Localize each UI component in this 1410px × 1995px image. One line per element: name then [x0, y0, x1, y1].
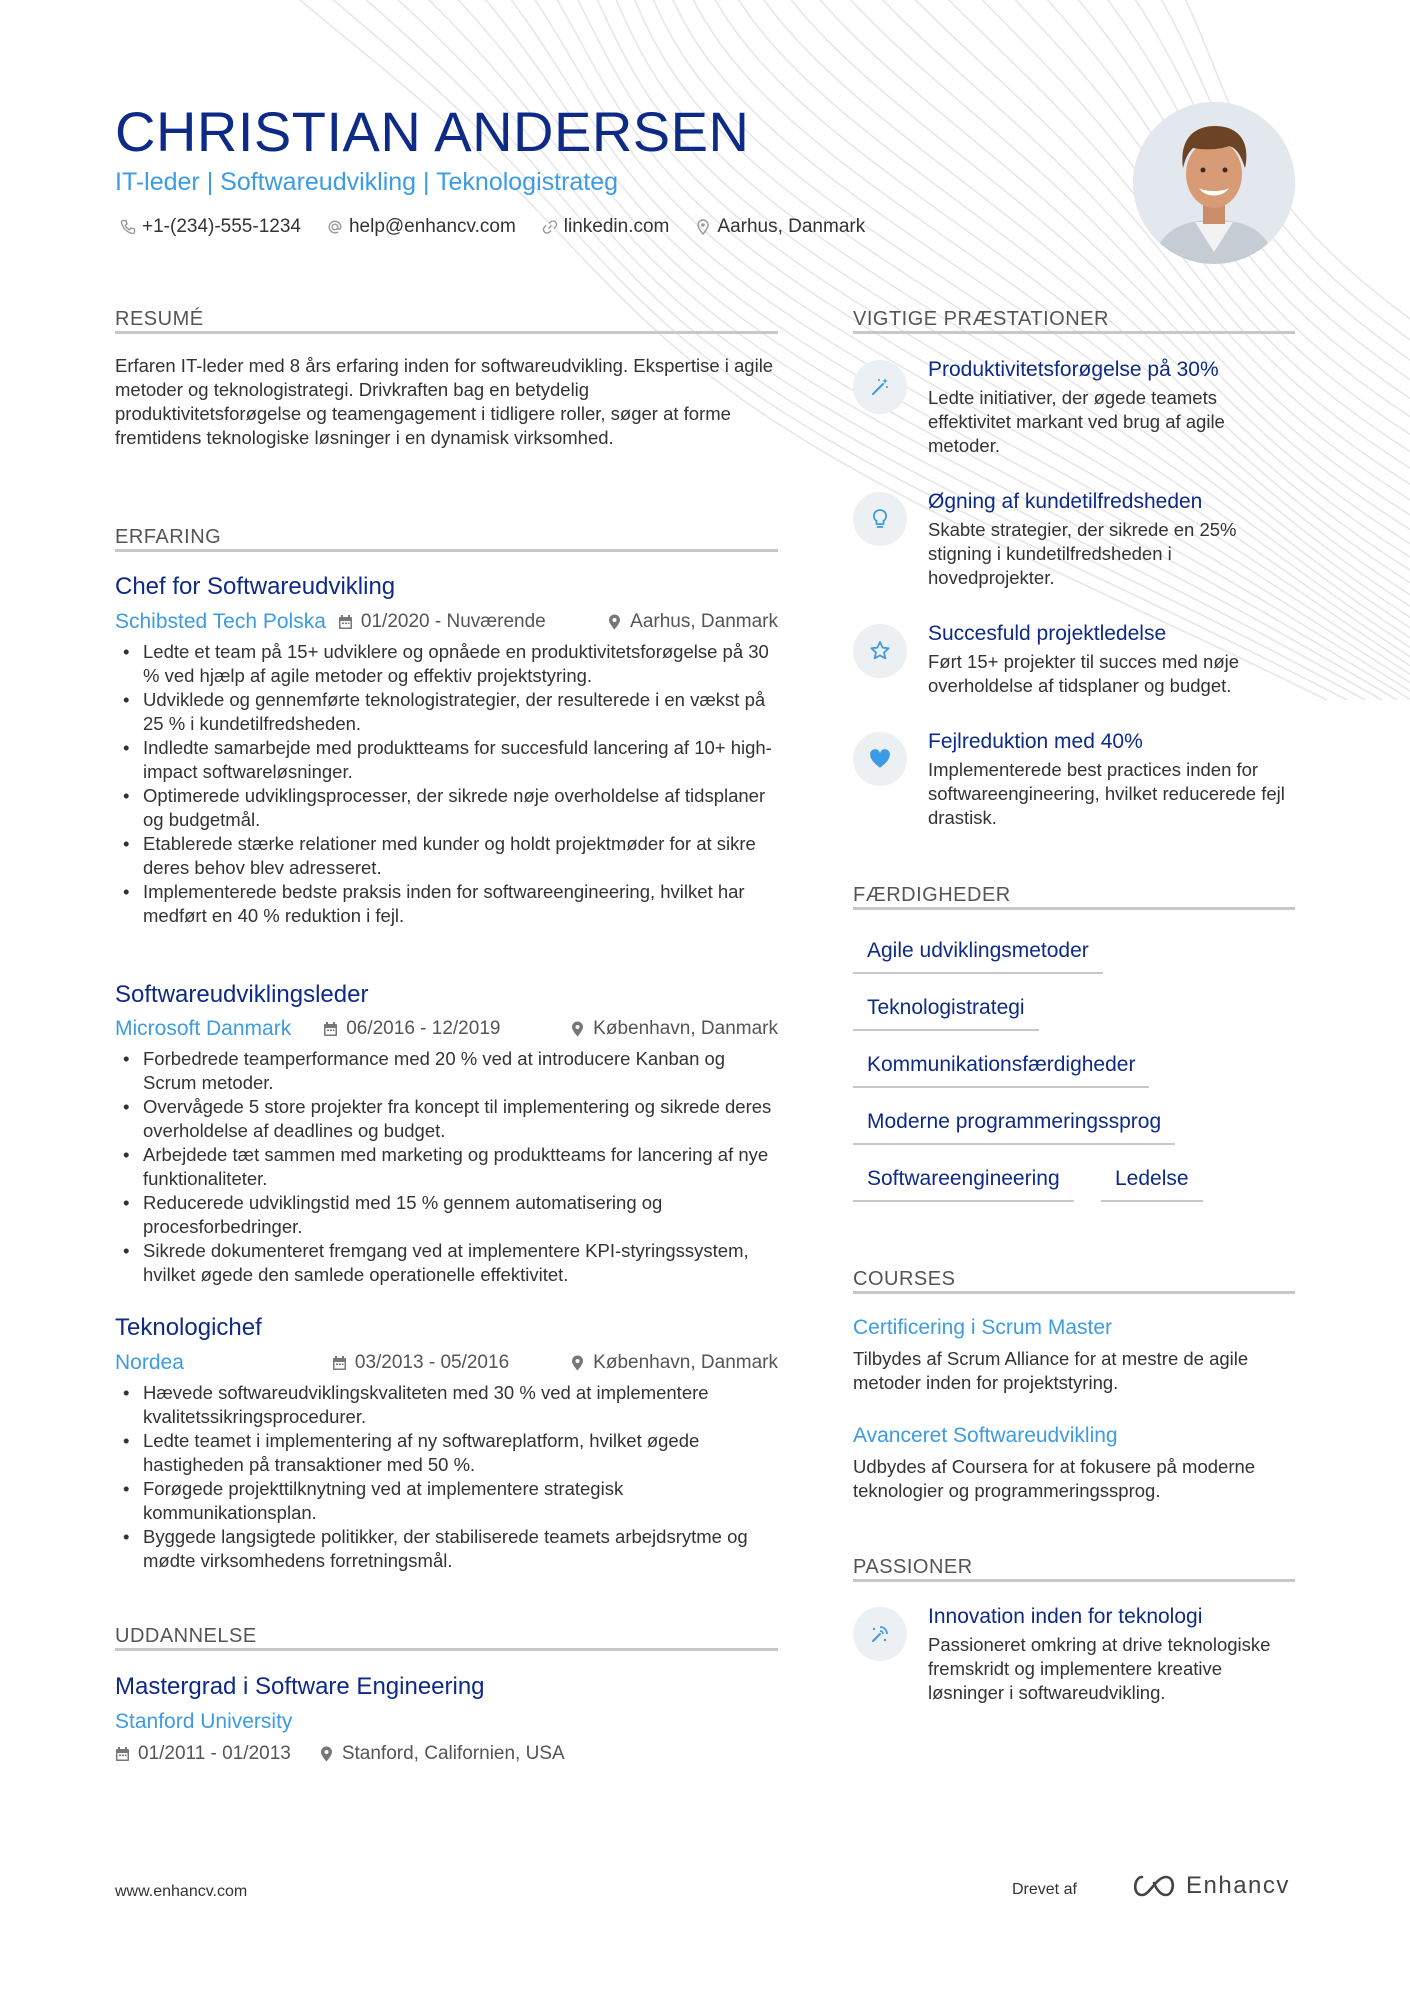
course-desc-2: Udbydes af Coursera for at fokusere på moderne teknologier og programmeringssprog.: [853, 1456, 1256, 1501]
experience-heading: ERFARING: [115, 526, 222, 548]
calendar-icon: [332, 1355, 347, 1371]
job-bullets-1: [115, 640, 780, 928]
skill-tag: Ledelse: [1101, 1164, 1203, 1202]
achievement-desc-3: Ført 15+ projekter til succes med nøje overholdelse af tidsplaner og budget.: [928, 651, 1240, 696]
candidate-subtitle: IT-leder | Softwareudvikling | Teknologistrateg: [115, 168, 619, 196]
job-location-text-3: København, Danmark: [593, 1352, 778, 1373]
job-dates-3: [332, 1350, 509, 1376]
phone-icon: [120, 219, 136, 235]
contact-phone[interactable]: [120, 213, 301, 241]
skill-tag: Kommunikationsfærdigheder: [853, 1050, 1149, 1088]
job-dates-text-3: 03/2013 - 05/2016: [354, 1352, 510, 1373]
heart-icon: [867, 746, 893, 772]
at-icon: [327, 219, 343, 235]
enhancv-logo-icon: [1130, 1873, 1178, 1899]
location-pin-icon: [319, 1746, 334, 1762]
list-item: • Udviklede og gennemførte teknologistrategier, der resulterede i en vækst på 25 % i kundetilfredsheden.: [115, 688, 780, 736]
achievement-title-3: Succesfuld projektledelse: [928, 622, 1167, 645]
linkedin-text: linkedin.com: [563, 216, 670, 237]
list-item: • Byggede langsigtede politikker, der stabiliserede teamets arbejdsrytme og mødte virksomhedens forretningsmål.: [115, 1525, 780, 1573]
job-meta-1: [115, 609, 778, 635]
job-location-2: [570, 1016, 778, 1042]
passions-divider: [853, 1579, 1295, 1582]
contact-email[interactable]: [327, 213, 516, 241]
job-location-3: [570, 1350, 778, 1376]
school-name: Stanford University: [115, 1710, 293, 1733]
passions-heading: PASSIONER: [853, 1556, 973, 1578]
passion-desc-1: Passioneret omkring at drive teknologiske fremskridt og implementere kreative løsninger i softwareudvikling.: [928, 1634, 1271, 1703]
company-name-2: Microsoft Danmark: [115, 1017, 292, 1040]
summary-heading: RESUMÉ: [115, 308, 204, 330]
job-meta-3: [115, 1350, 778, 1376]
location-pin-icon: [570, 1355, 585, 1371]
courses-heading: COURSES: [853, 1268, 956, 1290]
job-bullets-3: [115, 1381, 780, 1573]
achievement-icon-3: [853, 624, 907, 678]
achievement-icon-1: [853, 360, 907, 414]
education-dates-text: 01/2011 - 01/2013: [138, 1743, 291, 1764]
experience-divider: [115, 549, 778, 552]
job-meta-2: [115, 1016, 778, 1042]
calendar-icon: [323, 1021, 338, 1037]
satellite-icon: [868, 1622, 892, 1646]
achievement-title-2: Øgning af kundetilfredsheden: [928, 490, 1203, 513]
list-item: • Implementerede bedste praksis inden for softwareengineering, hvilket har medført en 40 % reduktion i fejl.: [115, 880, 780, 928]
education-location-text: Stanford, Californien, USA: [341, 1743, 565, 1764]
list-item: • Arbejdede tæt sammen med marketing og produktteams for lancering af nye funktionaliteter.: [115, 1143, 780, 1191]
company-name-1: Schibsted Tech Polska: [115, 610, 326, 633]
job-location-1: [607, 609, 778, 635]
star-icon: [868, 639, 892, 663]
list-item: • Optimerede udviklingsprocesser, der sikrede nøje overholdelse af tidsplaner og budgetmål.: [115, 784, 780, 832]
location-text: Aarhus, Danmark: [717, 216, 866, 237]
achievement-desc-1: Ledte initiativer, der øgede teamets effektivitet markant ved brug af agile metoder.: [928, 387, 1225, 456]
education-dates: [115, 1741, 291, 1767]
link-icon: [542, 219, 558, 235]
job-location-text-1: Aarhus, Danmark: [630, 611, 778, 632]
list-item: • Forøgede projekttilknytning ved at implementere strategisk kommunikationsplan.: [115, 1477, 780, 1525]
magic-wand-icon: [868, 375, 892, 399]
list-item: • Ledte teamet i implementering af ny softwareplatform, hvilket øgede hastigheden på transaktioner med 50 %.: [115, 1429, 780, 1477]
skill-tag: Teknologistrategi: [853, 993, 1039, 1031]
list-item: • Reducerede udviklingstid med 15 % gennem automatisering og procesforbedringer.: [115, 1191, 780, 1239]
job-title-2: Softwareudviklingsleder: [115, 981, 369, 1008]
list-item: • Hævede softwareudviklingskvaliteten med 30 % ved at implementere kvalitetssikringsprocedurer.: [115, 1381, 780, 1429]
avatar-portrait: [1133, 102, 1295, 264]
job-title-3: Teknologichef: [115, 1314, 262, 1341]
course-desc-1: Tilbydes af Scrum Alliance for at mestre de agile metoder inden for projektstyring.: [853, 1348, 1249, 1393]
calendar-icon: [338, 614, 353, 630]
education-location: [319, 1741, 565, 1767]
skills-heading: FÆRDIGHEDER: [853, 884, 1011, 906]
profile-photo: [1133, 102, 1295, 264]
achievements-divider: [853, 331, 1295, 334]
powered-by-label: Drevet af: [1012, 1881, 1077, 1898]
achievement-title-4: Fejlreduktion med 40%: [928, 730, 1143, 753]
job-dates-text-2: 06/2016 - 12/2019: [346, 1018, 501, 1039]
achievement-icon-2: [853, 492, 907, 546]
contact-location: [695, 213, 865, 241]
job-dates-2: [323, 1016, 500, 1042]
location-pin-icon: [607, 614, 622, 630]
location-pin-icon: [570, 1021, 585, 1037]
passion-icon-1: [853, 1607, 907, 1661]
company-name-3: Nordea: [115, 1351, 184, 1374]
list-item: • Etablerede stærke relationer med kunder og holdt projektmøder for at sikre deres behov blev adresseret.: [115, 832, 780, 880]
courses-divider: [853, 1291, 1295, 1294]
summary-divider: [115, 331, 778, 334]
list-item: • Indledte samarbejde med produktteams for succesfuld lancering af 10+ high-impact softwareløsninger.: [115, 736, 780, 784]
skills-divider: [853, 907, 1295, 910]
passion-title-1: Innovation inden for teknologi: [928, 1605, 1203, 1628]
phone-text: +1-(234)-555-1234: [142, 216, 301, 237]
contact-linkedin[interactable]: [542, 213, 670, 241]
footer-url[interactable]: www.enhancv.com: [115, 1883, 248, 1900]
location-pin-icon: [695, 219, 711, 235]
achievements-heading: VIGTIGE PRÆSTATIONER: [853, 308, 1109, 330]
achievement-desc-2: Skabte strategier, der sikrede en 25% stigning i kundetilfredsheden i hovedprojekter.: [928, 519, 1237, 588]
achievement-icon-4: [853, 732, 907, 786]
job-dates-text-1: 01/2020 - Nuværende: [360, 611, 546, 632]
skill-tag: Agile udviklingsmetoder: [853, 936, 1103, 974]
education-heading: UDDANNELSE: [115, 1625, 257, 1647]
brand-name: Enhancv: [1186, 1872, 1290, 1899]
list-item: • Ledte et team på 15+ udviklere og opnåede en produktivitetsforøgelse på 30 % ved hjælp af agile metoder og effektiv projektstyring.: [115, 640, 780, 688]
brand-logo[interactable]: [1130, 1872, 1290, 1900]
degree-title: Mastergrad i Software Engineering: [115, 1673, 485, 1700]
course-title-1: Certificering i Scrum Master: [853, 1316, 1113, 1339]
summary-text: Erfaren IT-leder med 8 års erfaring inden for softwareudvikling. Ekspertise i agile metoder og teknologistrategi. Drivkraften bag en betydelig produktivitetsforøgelse og teamengagement i tidligere roller, søger at forme fremtidens teknologiske løsninger i en dynamisk virksomhed.: [115, 355, 774, 448]
job-title-1: Chef for Softwareudvikling: [115, 573, 396, 600]
job-bullets-2: [115, 1047, 780, 1287]
list-item: • Forbedrede teamperformance med 20 % ved at introducere Kanban og Scrum metoder.: [115, 1047, 780, 1095]
email-text: help@enhancv.com: [348, 216, 516, 237]
education-divider: [115, 1648, 778, 1651]
candidate-name: CHRISTIAN ANDERSEN: [115, 100, 750, 163]
course-title-2: Avanceret Softwareudvikling: [853, 1424, 1118, 1447]
calendar-icon: [115, 1746, 130, 1762]
list-item: • Sikrede dokumenteret fremgang ved at implementere KPI-styringssystem, hvilket øgede den samlede operationelle effektivitet.: [115, 1239, 780, 1287]
education-meta: [115, 1741, 565, 1767]
skill-tag: Moderne programmeringssprog: [853, 1107, 1175, 1145]
job-dates-1: [338, 609, 546, 635]
achievement-title-1: Produktivitetsforøgelse på 30%: [928, 358, 1219, 381]
skill-tag: Softwareengineering: [853, 1164, 1074, 1202]
contact-row: [120, 213, 865, 241]
list-item: • Overvågede 5 store projekter fra koncept til implementering og sikrede deres overholdelse af deadlines og budget.: [115, 1095, 780, 1143]
achievement-desc-4: Implementerede best practices inden for softwareengineering, hvilket reducerede fejl drastisk.: [928, 759, 1285, 828]
lightbulb-icon: [868, 507, 892, 531]
job-location-text-2: København, Danmark: [593, 1018, 778, 1039]
